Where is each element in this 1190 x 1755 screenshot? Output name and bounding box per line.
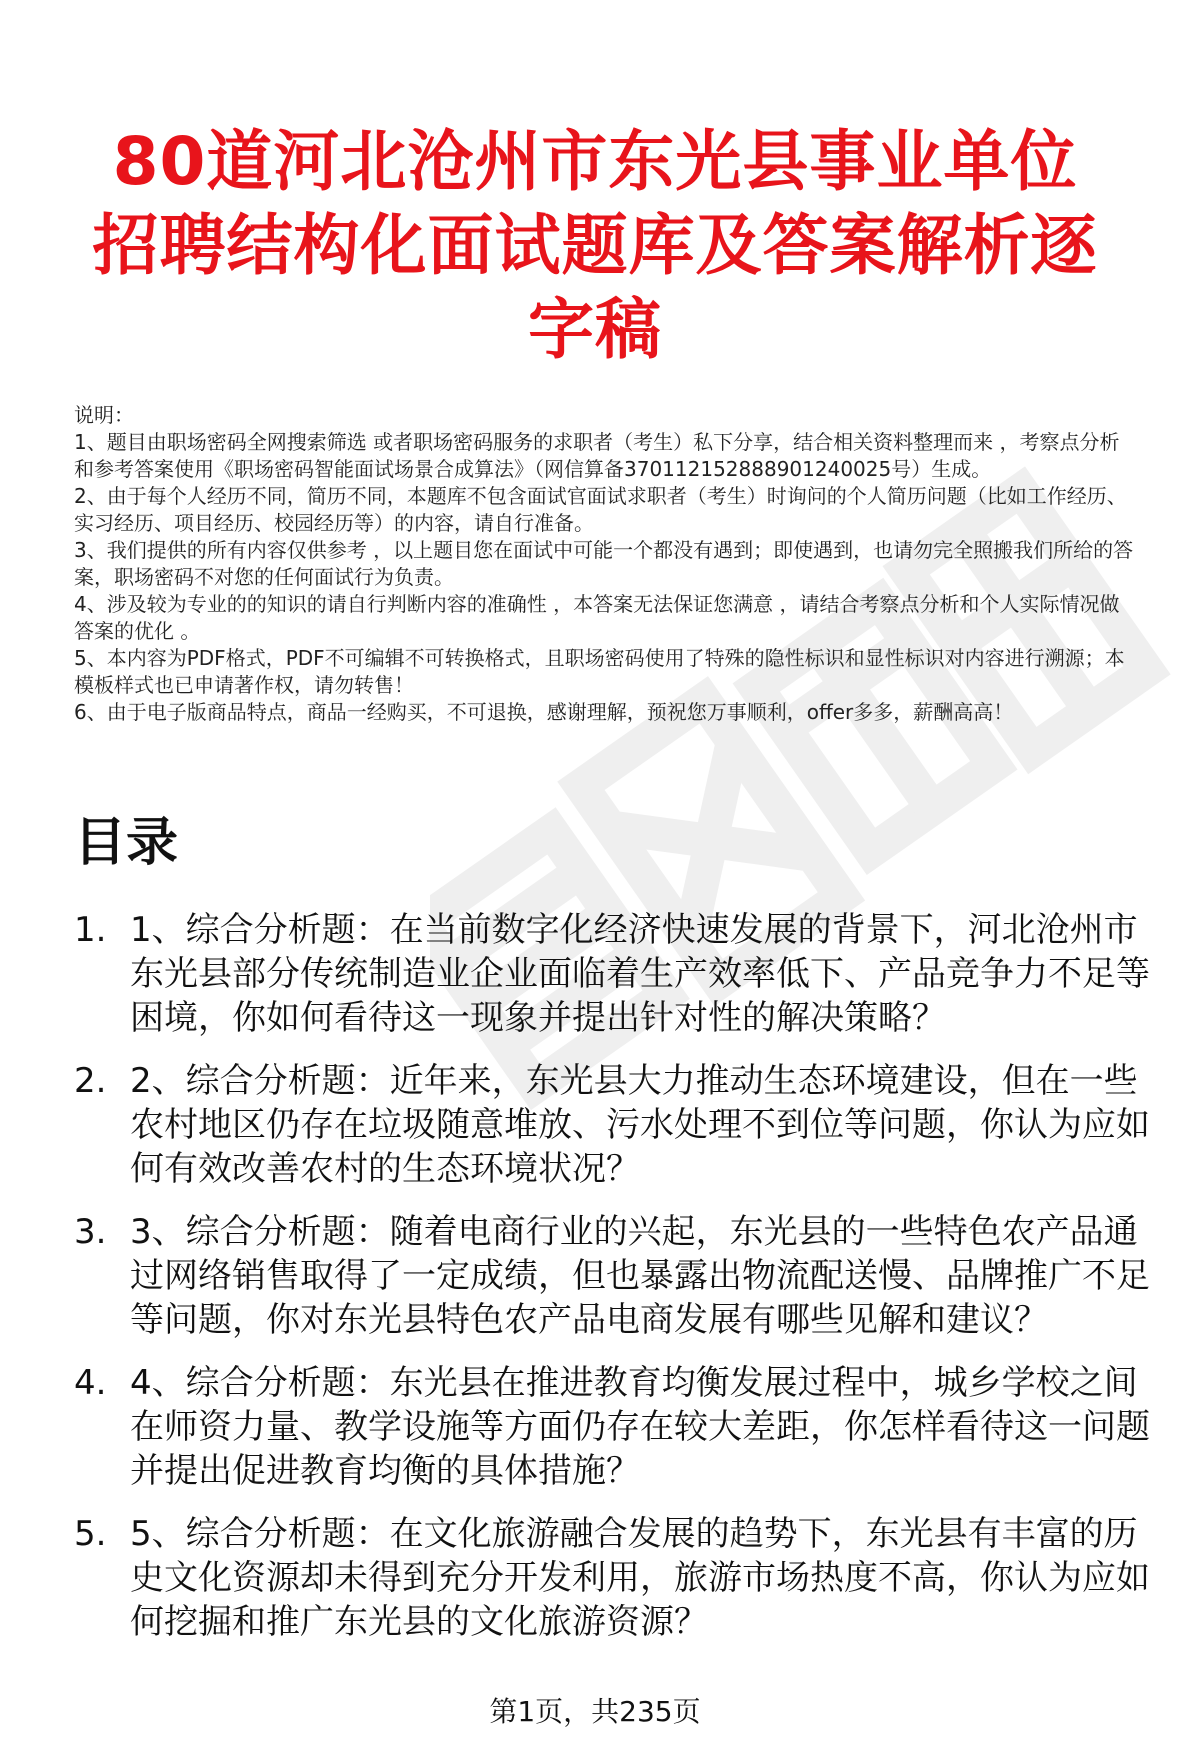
toc-item-text[interactable]: 4、综合分析题：东光县在推进教育均衡发展过程中，城乡学校之间在师资力量、教学设施等方面仍存在较大差距，你怎样看待这一问题并提出促进教育均衡的具体措施？: [130, 1363, 1150, 1491]
toc-item-number: 4.: [74, 1363, 107, 1403]
toc-list: [74, 908, 1164, 1663]
toc-item-text[interactable]: 5、综合分析题：在文化旅游融合发展的趋势下，东光县有丰富的历史文化资源却未得到充分开发利用，旅游市场热度不高，你认为应如何挖掘和推广东光县的文化旅游资源？: [130, 1514, 1150, 1642]
note-item: 4、涉及较为专业的的知识的请自行判断内容的准确性 ，本答案无法保证您满意 ，请结合考察点分析和个人实际情况做答案的优化 。: [74, 592, 1120, 643]
toc-heading: 目录: [74, 813, 179, 873]
note-item: 6、由于电子版商品特点，商品一经购买，不可退换，感谢理解，预祝您万事顺利，offer多多，薪酬高高！: [74, 700, 1014, 724]
toc-item[interactable]: [74, 1210, 1164, 1342]
notes-section: [74, 402, 1134, 726]
page-number-footer: 第1页，共235页: [489, 1695, 701, 1728]
notes-heading: 说明：: [74, 403, 134, 427]
note-item: 1、题目由职场密码全网搜索筛选 或者职场密码服务的求职者（考生）私下分享，结合相关资料整理而来 ，考察点分析和参考答案使用《职场密码智能面试场景合成算法》（网信算备370112152888901240025号）生成。: [74, 430, 1120, 481]
toc-item[interactable]: [74, 1512, 1164, 1644]
toc-item-text[interactable]: 3、综合分析题：随着电商行业的兴起，东光县的一些特色农产品通过网络销售取得了一定成绩，但也暴露出物流配送慢、品牌推广不足等问题，你对东光县特色农产品电商发展有哪些见解和建议？: [130, 1212, 1150, 1340]
note-item: 5、本内容为PDF格式，PDF不可编辑不可转换格式，且职场密码使用了特殊的隐性标识和显性标识对内容进行溯源；本模板样式也已申请著作权，请勿转售！: [74, 646, 1125, 697]
note-item: 3、我们提供的所有内容仅供参考 ，以上题目您在面试中可能一个都没有遇到；即使遇到，也请勿完全照搬我们所给的答案，职场密码不对您的任何面试行为负责。: [74, 538, 1134, 589]
toc-item-text[interactable]: 1、综合分析题：在当前数字化经济快速发展的背景下，河北沧州市东光县部分传统制造业企业面临着生产效率低下、产品竞争力不足等困境，你如何看待这一现象并提出针对性的解决策略？: [130, 910, 1150, 1038]
toc-item-number: 3.: [74, 1212, 107, 1252]
toc-item-text[interactable]: 2、综合分析题：近年来，东光县大力推动生态环境建设，但在一些农村地区仍存在垃圾随意堆放、污水处理不到位等问题，你认为应如何有效改善农村的生态环境状况？: [130, 1061, 1150, 1189]
toc-item-number: 2.: [74, 1061, 107, 1101]
toc-item[interactable]: [74, 1361, 1164, 1493]
toc-item[interactable]: [74, 1059, 1164, 1191]
toc-item[interactable]: [74, 908, 1164, 1040]
toc-item-number: 1.: [74, 910, 107, 950]
toc-item-number: 5.: [74, 1514, 107, 1554]
document-title: 80道河北沧州市东光县事业单位招聘结构化面试题库及答案解析逐字稿: [92, 123, 1098, 368]
note-item: 2、由于每个人经历不同，简历不同，本题库不包含面试官面试求职者（考生）时询问的个人简历问题（比如工作经历、实习经历、项目经历、校园经历等）的内容，请自行准备。: [74, 484, 1127, 535]
